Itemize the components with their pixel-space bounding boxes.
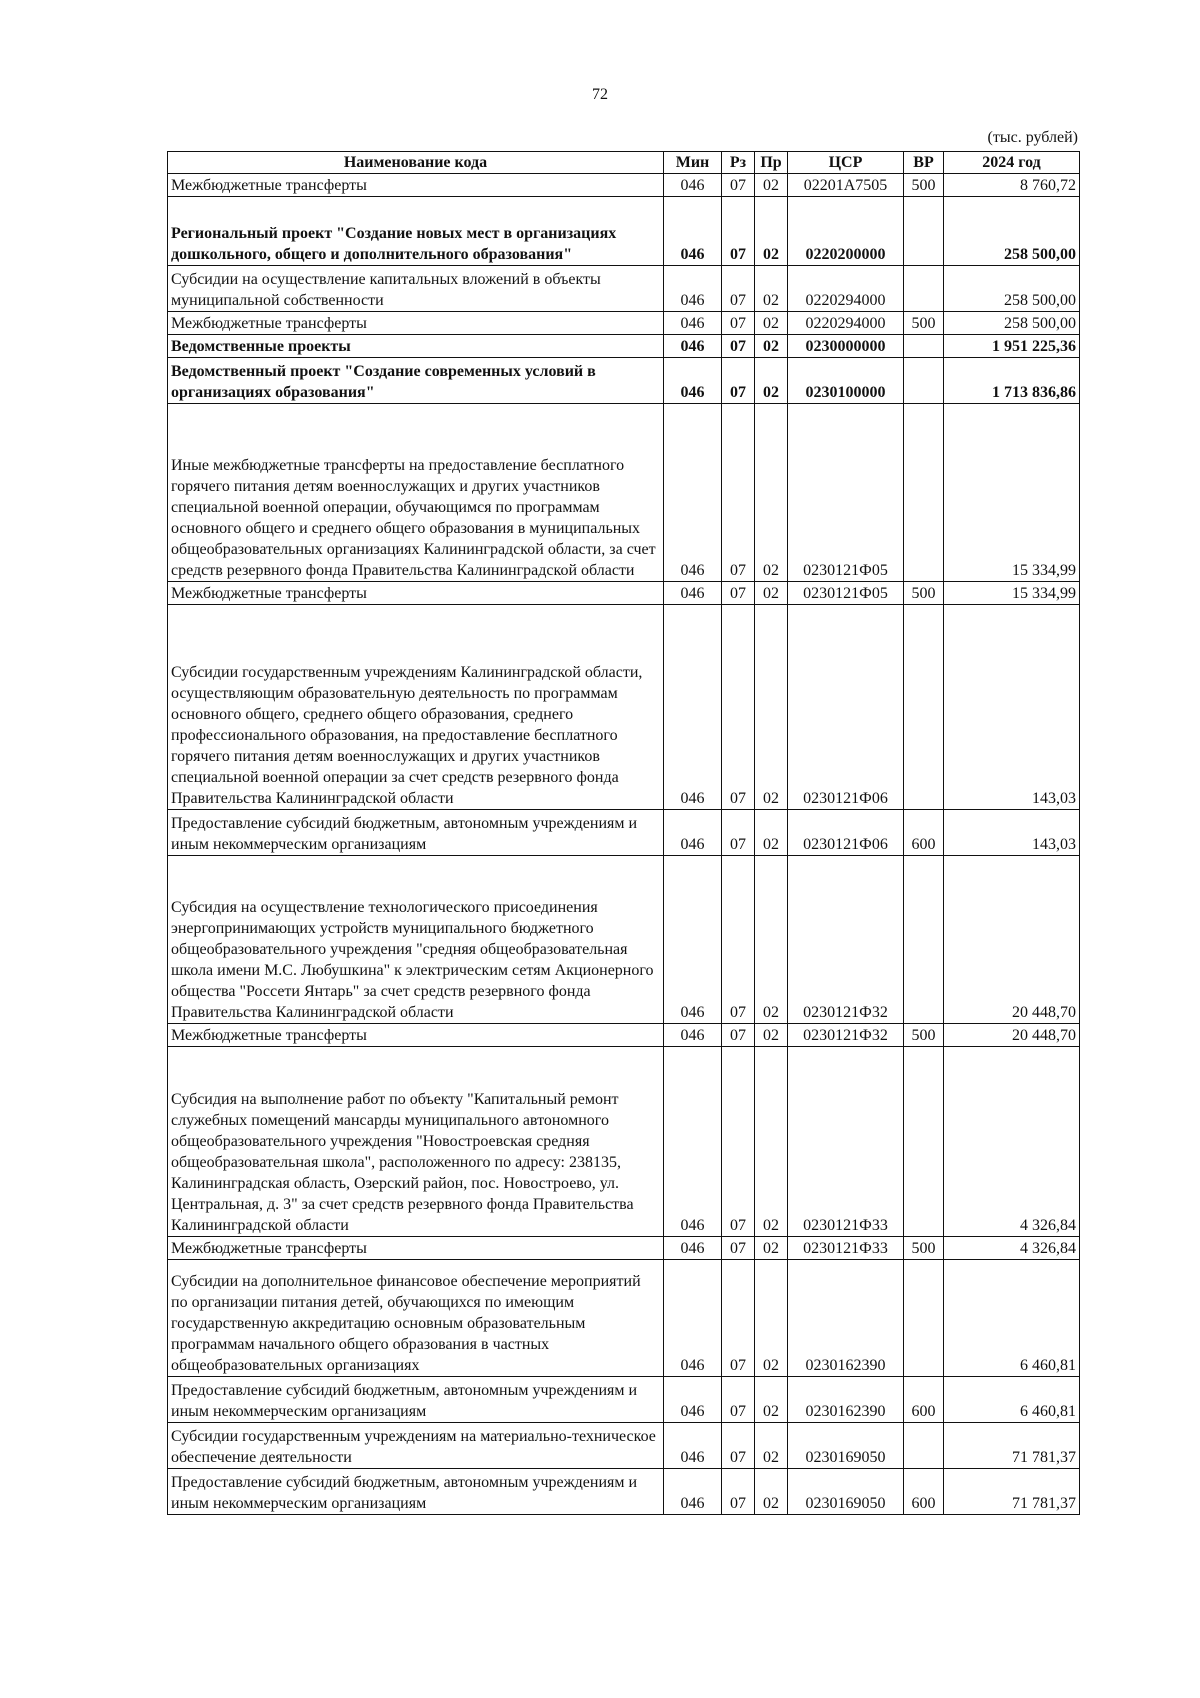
row-amount: 71 781,37 — [944, 1469, 1080, 1515]
row-min: 046 — [664, 335, 722, 358]
row-amount: 8 760,72 — [944, 174, 1080, 197]
row-rz: 07 — [722, 1024, 755, 1047]
row-min: 046 — [664, 1260, 722, 1377]
row-pr: 02 — [755, 856, 788, 1024]
table-row — [168, 810, 1080, 856]
row-rz: 07 — [722, 1047, 755, 1237]
table-row — [168, 174, 1080, 197]
row-csr: 0230121Ф05 — [788, 582, 904, 605]
row-min: 046 — [664, 1377, 722, 1423]
row-rz: 07 — [722, 1237, 755, 1260]
row-pr: 02 — [755, 1469, 788, 1515]
row-pr: 02 — [755, 1024, 788, 1047]
row-csr: 02201А7505 — [788, 174, 904, 197]
row-vr — [904, 335, 944, 358]
row-rz: 07 — [722, 266, 755, 312]
table-row — [168, 856, 1080, 1024]
row-vr: 600 — [904, 1377, 944, 1423]
page-number: 72 — [592, 86, 608, 103]
row-amount: 1 951 225,36 — [944, 335, 1080, 358]
row-vr — [904, 1423, 944, 1469]
row-pr: 02 — [755, 1260, 788, 1377]
row-vr: 500 — [904, 312, 944, 335]
table-row — [168, 1377, 1080, 1423]
row-rz: 07 — [722, 1377, 755, 1423]
table-row — [168, 266, 1080, 312]
row-amount: 6 460,81 — [944, 1377, 1080, 1423]
row-rz: 07 — [722, 174, 755, 197]
table-header-row — [168, 152, 1080, 174]
table-row — [168, 197, 1080, 266]
row-csr: 0230169050 — [788, 1423, 904, 1469]
row-name: Межбюджетные трансферты — [168, 174, 664, 197]
row-min: 046 — [664, 1237, 722, 1260]
row-amount: 71 781,37 — [944, 1423, 1080, 1469]
row-amount: 15 334,99 — [944, 404, 1080, 582]
row-pr: 02 — [755, 605, 788, 810]
row-rz: 07 — [722, 312, 755, 335]
row-amount: 143,03 — [944, 810, 1080, 856]
row-name: Межбюджетные трансферты — [168, 582, 664, 605]
row-name: Субсидия на осуществление технологического присоединения энергопринимающих устройств муниципального бюджетного общеобразовательного учреждения "средняя общеобразовательная школа имени М.С. Любушкина" к электрическим сетям Акционерного общества "Россети Янтарь" за счет средств резервного фонда Правительства Калининградской области — [168, 856, 664, 1024]
row-name: Региональный проект "Создание новых мест в организациях дошкольного, общего и дополнительного образования" — [168, 197, 664, 266]
row-rz: 07 — [722, 1469, 755, 1515]
row-csr: 0230121Ф05 — [788, 404, 904, 582]
header-name: Наименование кода — [168, 152, 664, 174]
row-csr: 0220200000 — [788, 197, 904, 266]
row-min: 046 — [664, 174, 722, 197]
row-csr: 0230121Ф33 — [788, 1237, 904, 1260]
table-row — [168, 358, 1080, 404]
row-vr: 600 — [904, 810, 944, 856]
row-amount: 143,03 — [944, 605, 1080, 810]
row-vr: 500 — [904, 582, 944, 605]
row-name: Межбюджетные трансферты — [168, 1237, 664, 1260]
table-row — [168, 335, 1080, 358]
header-csr: ЦСР — [788, 152, 904, 174]
row-pr: 02 — [755, 1237, 788, 1260]
row-csr: 0230121Ф06 — [788, 810, 904, 856]
row-min: 046 — [664, 810, 722, 856]
row-name: Субсидии на дополнительное финансовое обеспечение мероприятий по организации питания детей, обучающихся по имеющим государственную аккредитацию основным образовательным программам начального общего образования в частных общеобразовательных организациях — [168, 1260, 664, 1377]
row-name: Межбюджетные трансферты — [168, 1024, 664, 1047]
row-rz: 07 — [722, 856, 755, 1024]
row-name: Предоставление субсидий бюджетным, автономным учреждениям и иным некоммерческим организациям — [168, 1377, 664, 1423]
row-name: Субсидия на выполнение работ по объекту "Капитальный ремонт служебных помещений мансарды муниципального автономного общеобразовательного учреждения "Новостроевская средняя общеобразовательная школа", расположенного по адресу: 238135, Калининградская область, Озерский район, пос. Новостроево, ул. Центральная, д. 3" за счет средств резервного фонда Правительства Калининградской области — [168, 1047, 664, 1237]
row-pr: 02 — [755, 1377, 788, 1423]
row-name: Межбюджетные трансферты — [168, 312, 664, 335]
row-rz: 07 — [722, 582, 755, 605]
table-row — [168, 582, 1080, 605]
table-row — [168, 1237, 1080, 1260]
row-pr: 02 — [755, 1047, 788, 1237]
row-pr: 02 — [755, 312, 788, 335]
row-csr: 0230162390 — [788, 1260, 904, 1377]
row-csr: 0230162390 — [788, 1377, 904, 1423]
row-amount: 4 326,84 — [944, 1237, 1080, 1260]
row-name: Ведомственный проект "Создание современных условий в организациях образования" — [168, 358, 664, 404]
row-amount: 6 460,81 — [944, 1260, 1080, 1377]
row-amount: 258 500,00 — [944, 197, 1080, 266]
row-csr: 0230100000 — [788, 358, 904, 404]
header-rz: Рз — [722, 152, 755, 174]
row-csr: 0230121Ф32 — [788, 1024, 904, 1047]
row-rz: 07 — [722, 1423, 755, 1469]
row-pr: 02 — [755, 197, 788, 266]
row-csr: 0220294000 — [788, 266, 904, 312]
row-csr: 0230121Ф06 — [788, 605, 904, 810]
row-min: 046 — [664, 404, 722, 582]
table-row — [168, 1047, 1080, 1237]
header-pr: Пр — [755, 152, 788, 174]
row-csr: 0230000000 — [788, 335, 904, 358]
row-rz: 07 — [722, 810, 755, 856]
table-row — [168, 312, 1080, 335]
row-amount: 1 713 836,86 — [944, 358, 1080, 404]
row-rz: 07 — [722, 605, 755, 810]
row-csr: 0230121Ф32 — [788, 856, 904, 1024]
row-vr — [904, 1047, 944, 1237]
row-vr: 600 — [904, 1469, 944, 1515]
row-vr — [904, 197, 944, 266]
row-pr: 02 — [755, 404, 788, 582]
row-vr: 500 — [904, 1024, 944, 1047]
header-amount: 2024 год — [944, 152, 1080, 174]
row-amount: 258 500,00 — [944, 266, 1080, 312]
row-min: 046 — [664, 1423, 722, 1469]
header-min: Мин — [664, 152, 722, 174]
row-amount: 15 334,99 — [944, 582, 1080, 605]
row-rz: 07 — [722, 404, 755, 582]
table-row — [168, 1260, 1080, 1377]
row-min: 046 — [664, 1469, 722, 1515]
row-name: Субсидии государственным учреждениям Калининградской области, осуществляющим образовательную деятельность по программам основного общего, среднего общего образования, среднего профессионального образования, на предоставление бесплатного горячего питания детям военнослужащих и других участников специальной военной операции за счет средств резервного фонда Правительства Калининградской области — [168, 605, 664, 810]
row-min: 046 — [664, 582, 722, 605]
row-min: 046 — [664, 605, 722, 810]
table-row — [168, 1024, 1080, 1047]
row-csr: 0220294000 — [788, 312, 904, 335]
row-rz: 07 — [722, 1260, 755, 1377]
row-rz: 07 — [722, 358, 755, 404]
row-csr: 0230121Ф33 — [788, 1047, 904, 1237]
budget-table — [167, 151, 1080, 1515]
row-name: Предоставление субсидий бюджетным, автономным учреждениям и иным некоммерческим организациям — [168, 1469, 664, 1515]
row-vr — [904, 266, 944, 312]
row-rz: 07 — [722, 197, 755, 266]
row-min: 046 — [664, 312, 722, 335]
row-csr: 0230169050 — [788, 1469, 904, 1515]
row-vr: 500 — [904, 1237, 944, 1260]
row-rz: 07 — [722, 335, 755, 358]
row-name: Субсидии на осуществление капитальных вложений в объекты муниципальной собственности — [168, 266, 664, 312]
row-min: 046 — [664, 358, 722, 404]
row-name: Иные межбюджетные трансферты на предоставление бесплатного горячего питания детям военнослужащих и других участников специальной военной операции, обучающимся по программам основного общего и среднего общего образования в муниципальных общеобразовательных организациях Калининградской области, за счет средств резервного фонда Правительства Калининградской области — [168, 404, 664, 582]
row-pr: 02 — [755, 582, 788, 605]
row-vr — [904, 856, 944, 1024]
row-pr: 02 — [755, 266, 788, 312]
row-name: Субсидии государственным учреждениям на материально-техническое обеспечение деятельности — [168, 1423, 664, 1469]
header-vr: ВР — [904, 152, 944, 174]
table-row — [168, 605, 1080, 810]
row-pr: 02 — [755, 174, 788, 197]
table-row — [168, 1469, 1080, 1515]
row-pr: 02 — [755, 810, 788, 856]
row-pr: 02 — [755, 358, 788, 404]
row-min: 046 — [664, 856, 722, 1024]
row-vr — [904, 358, 944, 404]
row-min: 046 — [664, 1047, 722, 1237]
row-vr: 500 — [904, 174, 944, 197]
row-pr: 02 — [755, 1423, 788, 1469]
row-min: 046 — [664, 1024, 722, 1047]
row-min: 046 — [664, 266, 722, 312]
row-amount: 258 500,00 — [944, 312, 1080, 335]
row-pr: 02 — [755, 335, 788, 358]
table-row — [168, 404, 1080, 582]
row-vr — [904, 1260, 944, 1377]
table-row — [168, 1423, 1080, 1469]
row-name: Ведомственные проекты — [168, 335, 664, 358]
units-label: (тыс. рублей) — [987, 129, 1078, 146]
row-amount: 4 326,84 — [944, 1047, 1080, 1237]
row-vr — [904, 404, 944, 582]
row-min: 046 — [664, 197, 722, 266]
row-amount: 20 448,70 — [944, 1024, 1080, 1047]
row-name: Предоставление субсидий бюджетным, автономным учреждениям и иным некоммерческим организациям — [168, 810, 664, 856]
row-vr — [904, 605, 944, 810]
row-amount: 20 448,70 — [944, 856, 1080, 1024]
